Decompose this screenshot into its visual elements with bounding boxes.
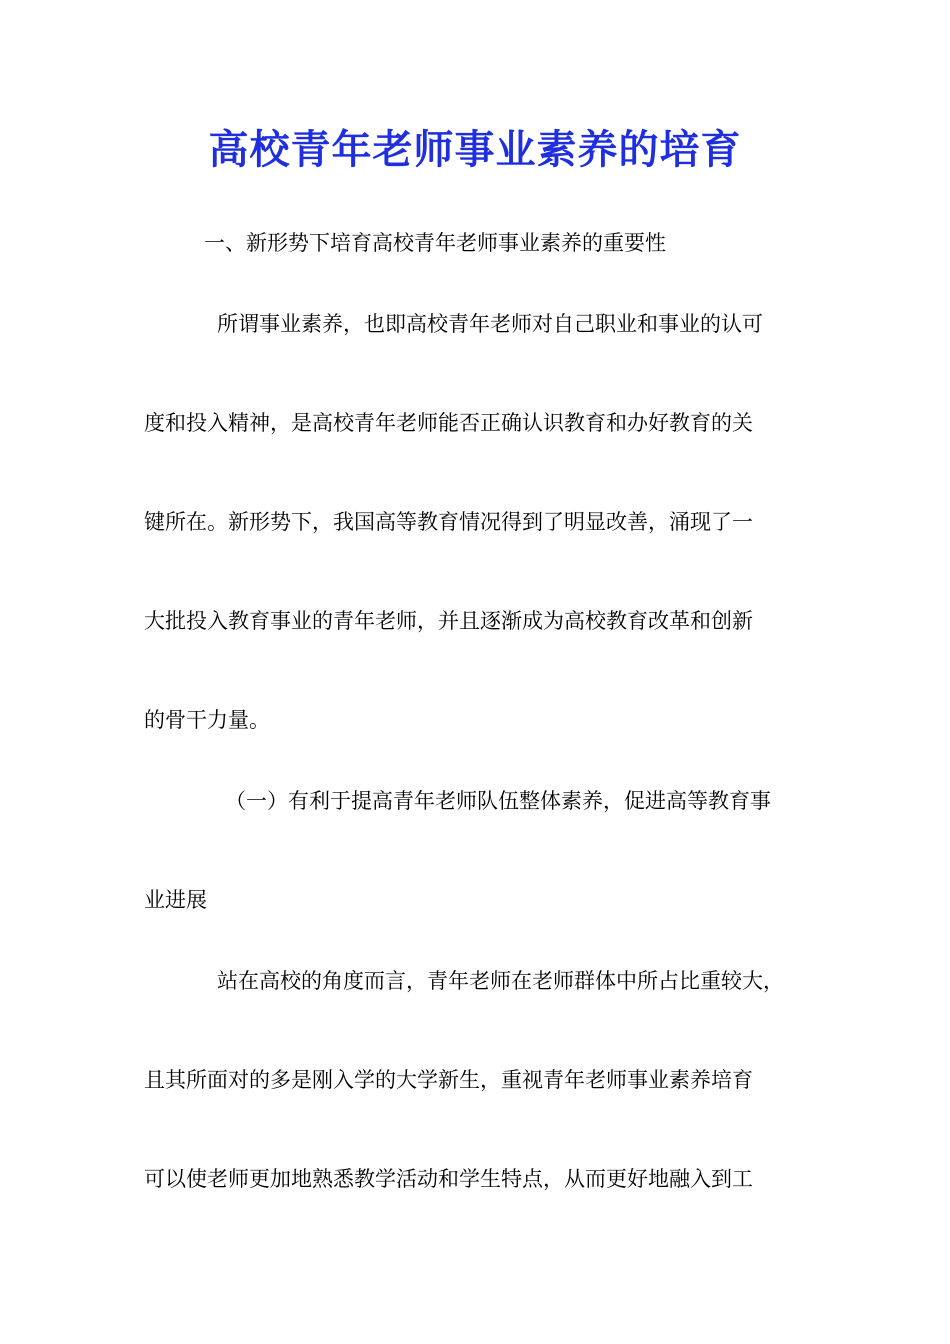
paragraph-line: 可以使老师更加地熟悉教学活动和学生特点，从而更好地融入到工 bbox=[144, 1167, 753, 1191]
subsection-heading-continuation: 业进展 bbox=[144, 888, 207, 912]
paragraph-line: 所谓事业素养，也即高校青年老师对自己职业和事业的认可 bbox=[217, 312, 763, 336]
paragraph-line: 站在高校的角度而言，青年老师在老师群体中所占比重较大， bbox=[217, 969, 784, 993]
paragraph-line: 大批投入教育事业的青年老师，并且逐渐成为高校教育改革和创新 bbox=[144, 609, 753, 633]
paragraph-line: 度和投入精神，是高校青年老师能否正确认识教育和办好教育的关 bbox=[144, 411, 753, 435]
section-heading: 一、新形势下培育高校青年老师事业素养的重要性 bbox=[204, 231, 666, 255]
paragraph-line: 的骨干力量。 bbox=[144, 708, 270, 732]
subsection-heading: （一）有利于提高青年老师队伍整体素养，促进高等教育事 bbox=[225, 789, 771, 813]
paragraph-line: 且其所面对的多是刚入学的大学新生，重视青年老师事业素养培育 bbox=[144, 1068, 753, 1092]
paragraph-line: 键所在。新形势下，我国高等教育情况得到了明显改善，涌现了一 bbox=[144, 510, 753, 534]
document-title: 高校青年老师事业素养的培育 bbox=[208, 126, 742, 173]
